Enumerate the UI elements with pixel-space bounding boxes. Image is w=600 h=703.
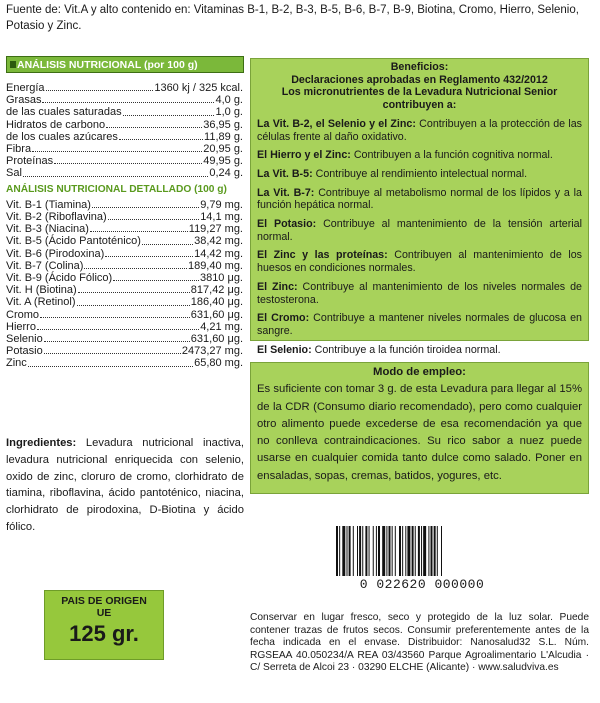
benefit-item	[257, 249, 582, 274]
barcode-number: 0 022620 000000	[359, 577, 485, 592]
legal-text: Conservar en lugar fresco, seco y protegido de la luz solar. Puede contener trazas de frutos secos. Consumir preferentemente antes de la fecha indicada en el envase. Distribuidor: Nanosalud32 S.L. Núm. RGSEAA 40.050234/A REA 03/43560 Parque Agroalimentario L'Alcudia · C/ Serreta de Alcoi 23 · 03290 ELCHE (Alicante) · www.saludviva.es	[250, 612, 589, 674]
benefit-text: Contribuye al metabolismo normal de los lípidos y a la función hepática normal.	[257, 186, 583, 212]
nutrition-header: ANÁLISIS NUTRICIONAL (por 100 g)	[17, 59, 198, 71]
benefit-text: Contribuyen a la protección de las células frente al daño oxidativo.	[257, 117, 582, 143]
nutrition-label: Sal	[6, 167, 22, 180]
detail-value: 14,42 mg.	[194, 247, 243, 260]
detail-label: Vit. B-3 (Niacina)	[6, 223, 89, 236]
detail-label: Vit. B-1 (Tiamina)	[6, 198, 91, 211]
nutrition-row	[6, 143, 243, 155]
benefit-item	[257, 344, 582, 357]
detail-label: Vit. B-9 (Ácido Fólico)	[6, 272, 113, 285]
detail-value: 631,60 μg.	[190, 333, 243, 346]
nutrition-value: 1360 kj / 325 kcal.	[154, 82, 243, 94]
sources-text: Fuente de: Vit.A y alto contenido en: Vitaminas B-1, B-2, B-3, B-5, B-6, B-7, B-9, Biotina, Cromo, Hierro, Selenio, Potasio y Zinc.	[6, 4, 579, 32]
detail-row	[6, 199, 243, 211]
detail-row	[6, 223, 243, 235]
detail-row	[6, 357, 243, 369]
detail-row	[6, 284, 243, 296]
nutrition-row	[6, 119, 243, 131]
nutrition-value: 20,95 g.	[203, 143, 243, 156]
detail-value: 119,27 mg.	[188, 223, 243, 236]
nutrition-table	[6, 82, 243, 370]
nutrition-row	[6, 167, 243, 179]
usage-title: Modo de empleo:	[373, 366, 466, 378]
detail-value: 9,79 mg.	[200, 198, 243, 211]
benefit-item	[257, 118, 582, 143]
detail-label: Vit. B-2 (Riboflavina)	[6, 211, 107, 224]
nutrition-row	[6, 94, 243, 106]
detail-header: ANÁLISIS NUTRICIONAL DETALLADO (100 g)	[6, 183, 227, 195]
detail-row	[6, 248, 243, 260]
detail-value: 189,40 mg.	[187, 259, 243, 272]
nutrition-label: Energía	[6, 82, 45, 94]
usage-box	[250, 362, 589, 494]
benefit-text: Contribuye a mantener niveles normales de glucosa en sangre.	[257, 312, 582, 337]
detail-value: 817,42 μg.	[190, 284, 243, 297]
benefit-subject: La Vit. B-5:	[257, 167, 313, 180]
benefit-text: Contribuyen a la función cognitiva normal.	[350, 149, 553, 162]
origin-box	[44, 590, 164, 660]
detail-row	[6, 321, 243, 333]
nutrition-row	[6, 82, 243, 94]
benefit-text: Contribuyen al mantenimiento de los huesos en condiciones normales.	[257, 249, 582, 275]
benefits-box	[250, 58, 589, 356]
detail-row	[6, 235, 243, 247]
detail-label: Vit. A (Retinol)	[6, 296, 76, 309]
ingredients-text: Levadura nutricional inactiva, levadura nutricional enriquecida con selenio, oxido de zinc, cloruro de cromo, clorhidrato de tiamina, riboflavina, ácido pantoténico, niacina, clorhidrato de pirodoxina, D-Biotina y ácido fólico.	[6, 437, 244, 533]
benefit-subject: La Vit. B-7:	[257, 186, 315, 199]
nutrition-label: Grasas	[6, 94, 42, 107]
nutrition-value: 11,89 g.	[204, 130, 243, 143]
ingredients-block	[6, 435, 244, 536]
detail-label: Potasio	[6, 345, 43, 358]
bullet-square-icon	[10, 61, 16, 68]
detail-label: Vit. B-7 (Colina)	[6, 259, 84, 272]
benefit-item	[257, 149, 582, 162]
benefit-subject: El Zinc y las proteínas:	[257, 249, 388, 262]
benefit-item	[257, 187, 582, 212]
net-weight: 125 gr.	[69, 621, 139, 646]
detail-row	[6, 296, 243, 308]
benefit-item	[257, 218, 582, 243]
benefit-subject: El Zinc:	[257, 280, 298, 293]
nutrition-value: 36,95 g.	[203, 118, 243, 131]
benefit-subject: El Hierro y el Zinc:	[257, 149, 351, 162]
detail-row	[6, 260, 243, 272]
detail-label: Vit. B-6 (Pirodoxina)	[6, 247, 105, 260]
barcode-image	[336, 526, 508, 576]
benefit-item	[257, 312, 582, 337]
benefits-subtitle: Los micronutrientes de la Levadura Nutricional Senior	[281, 86, 558, 99]
benefit-subject: La Vit. B-2, el Selenio y el Zinc:	[257, 117, 416, 130]
benefits-subtitle: Declaraciones aprobadas en Reglamento 432/2012	[291, 73, 548, 86]
nutrition-value: 4,0 g.	[215, 94, 243, 107]
origin-region: UE	[96, 607, 112, 619]
detail-row	[6, 272, 243, 284]
origin-label: PAIS DE ORIGEN	[61, 595, 147, 607]
nutrition-row	[6, 131, 243, 143]
nutrition-value: 1,0 g.	[215, 106, 243, 119]
detail-label: Hierro	[6, 320, 36, 333]
detail-label: Zinc	[6, 357, 27, 370]
benefits-subtitle: contribuyen a:	[382, 99, 457, 112]
detail-value: 631,60 μg.	[190, 308, 243, 321]
usage-text: Es suficiente con tomar 3 g. de esta Levadura para llegar al 15% de la CDR (Consumo diario recomendado), pero como cualquier otro alimento puede excederse de esa recomendación ya que no conlleva contraindicaciones. Su rico sabor a nuez puede usarse en cualquier comida tanto dulce como salado. Poner en ensaladas, sopas, cremas, batidos, yogures, etc.	[257, 383, 582, 482]
ingredients-label: Ingredientes:	[6, 437, 77, 449]
nutrition-row	[6, 155, 243, 167]
benefit-text: Contribuye al mantenimiento de los niveles normales de testosterona.	[257, 280, 582, 306]
detail-label: Vit. B-5 (Ácido Pantoténico)	[6, 235, 141, 248]
nutrition-row	[6, 106, 243, 118]
benefit-item	[257, 168, 582, 181]
detail-value: 186,40 μg.	[190, 296, 243, 309]
benefit-text: Contribuye al rendimiento intelectual normal.	[312, 167, 528, 180]
detail-label: Cromo	[6, 308, 40, 321]
nutrition-header-bar	[6, 56, 244, 73]
benefit-subject: El Cromo:	[257, 312, 310, 325]
benefit-text: Contribuye a la función tiroidea normal.	[311, 343, 501, 356]
nutrition-value: 0,24 g.	[209, 167, 243, 180]
detail-row	[6, 211, 243, 223]
nutrition-label: de los cuales azúcares	[6, 130, 118, 143]
detail-value: 2473,27 mg.	[181, 345, 243, 358]
nutrition-label: Hidratos de carbono	[6, 118, 106, 131]
benefits-title: Beneficios:	[390, 61, 449, 73]
detail-label: Selenio	[6, 333, 43, 346]
detail-value: 3810 μg.	[199, 272, 243, 285]
detail-value: 4,21 mg.	[200, 320, 243, 333]
detail-value: 38,42 mg.	[194, 235, 243, 248]
benefit-text: Contribuye al mantenimiento de la tensión arterial normal.	[257, 218, 582, 243]
detail-row	[6, 333, 243, 345]
nutrition-label: de las cuales saturadas	[6, 106, 122, 119]
benefit-item	[257, 281, 582, 306]
detail-label: Vit. H (Biotina)	[6, 284, 77, 297]
detail-value: 65,80 mg.	[194, 357, 243, 370]
detail-row	[6, 309, 243, 321]
nutrition-label: Proteínas	[6, 155, 54, 168]
detail-row	[6, 345, 243, 357]
nutrition-value: 49,95 g.	[203, 155, 243, 168]
benefit-subject: El Selenio:	[257, 343, 312, 356]
benefit-subject: El Potasio:	[257, 218, 317, 231]
nutrition-label: Fibra	[6, 143, 32, 156]
detail-value: 14,1 mg.	[200, 211, 243, 224]
